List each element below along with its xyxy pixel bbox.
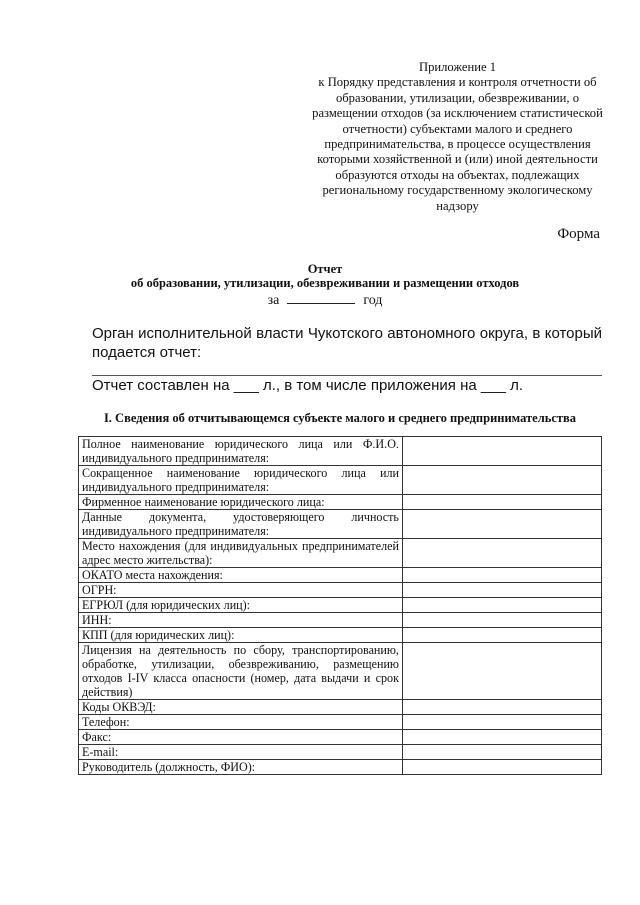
field-value-cell[interactable] [402,613,601,628]
form-label: Форма [557,226,600,242]
field-value-cell[interactable] [402,539,601,568]
table-row [79,568,602,583]
year-prefix: за [267,293,280,308]
field-label: ОГРН: [79,583,403,598]
field-label: Фирменное наименование юридического лица: [79,495,403,510]
field-label: ЕГРЮЛ (для юридических лиц): [79,598,403,613]
field-label: Телефон: [79,715,403,730]
field-label: Данные документа, удостоверяющего личность индивидуального предпринимателя: [79,510,403,539]
table-row [79,760,602,775]
field-label: Полное наименование юридического лица или Ф.И.О. индивидуального предпринимателя: [79,437,403,466]
appendix-line: которыми хозяйственной и (или) иной деятельности [317,152,598,167]
appendix-line: отчетности) субъектами малого и среднего [342,121,573,136]
table-row [79,495,602,510]
table-row [79,730,602,745]
compiled-pages-text: Отчет составлен на ___ л., в том числе приложения на ___ л. [92,377,523,394]
field-label: Место нахождения (для индивидуальных предпринимателей адрес место жительства): [79,539,403,568]
field-value-cell[interactable] [402,745,601,760]
appendix-line: образовании, утилизации, обезвреживании, о [335,90,580,105]
field-value-cell[interactable] [402,583,601,598]
field-value-cell[interactable] [402,510,601,539]
appendix-line: региональному государственному экологическому [322,183,593,198]
table-row [79,598,602,613]
organ-fill-line[interactable] [92,375,602,376]
table-row [79,745,602,760]
field-value-cell[interactable] [402,568,601,583]
field-label: Коды ОКВЭД: [79,700,403,715]
table-row [79,437,602,466]
field-value-cell[interactable] [402,643,601,700]
table-row [79,613,602,628]
appendix-line: предпринимательства, в процессе осуществления [324,137,591,152]
field-label: Сокращенное наименование юридического лица или индивидуального предпринимателя: [79,466,403,495]
table-row [79,715,602,730]
table-row [79,539,602,568]
appendix-header [285,60,630,214]
field-value-cell[interactable] [402,715,601,730]
field-label: E-mail: [79,745,403,760]
table-row [79,510,602,539]
table-row [79,700,602,715]
report-title: Отчет [307,262,343,276]
field-label: Лицензия на деятельность по сбору, транспортированию, обработке, утилизации, обезвреживанию, размещению отходов I-IV класса опасности (номер, дата выдачи и срок действия) [79,643,403,700]
report-year-line [80,291,570,309]
table-row [79,583,602,598]
appendix-line: размещении отходов (за исключением статистической [312,106,603,121]
field-value-cell[interactable] [402,760,601,775]
field-value-cell[interactable] [402,598,601,613]
appendix-line: Приложение 1 [418,60,497,74]
table-row [79,643,602,700]
field-value-cell[interactable] [402,495,601,510]
table-row [79,466,602,495]
field-value-cell[interactable] [402,437,601,466]
field-label: Руководитель (должность, ФИО): [79,760,403,775]
year-suffix: год [363,293,383,308]
field-label: Факс: [79,730,403,745]
field-value-cell[interactable] [402,466,601,495]
field-value-cell[interactable] [402,628,601,643]
table-row [79,628,602,643]
appendix-line: образуются отходы на объектах, подлежащих [335,167,580,182]
field-label: КПП (для юридических лиц): [79,628,403,643]
report-subtitle: об образовании, утилизации, обезвреживании и размещении отходов [130,276,520,290]
field-value-cell[interactable] [402,700,601,715]
section-title: I. Сведения об отчитывающемся субъекте малого и среднего предпринимательства [103,411,577,425]
entity-info-table [78,436,602,775]
appendix-line: надзору [436,198,479,213]
field-label: ОКАТО места нахождения: [79,568,403,583]
field-value-cell[interactable] [402,730,601,745]
year-blank-field[interactable] [287,291,355,304]
organ-text: Орган исполнительной власти Чукотского автономного округа, в который подается отчет: [92,325,602,361]
appendix-line: к Порядку представления и контроля отчетности об [318,75,597,90]
field-label: ИНН: [79,613,403,628]
